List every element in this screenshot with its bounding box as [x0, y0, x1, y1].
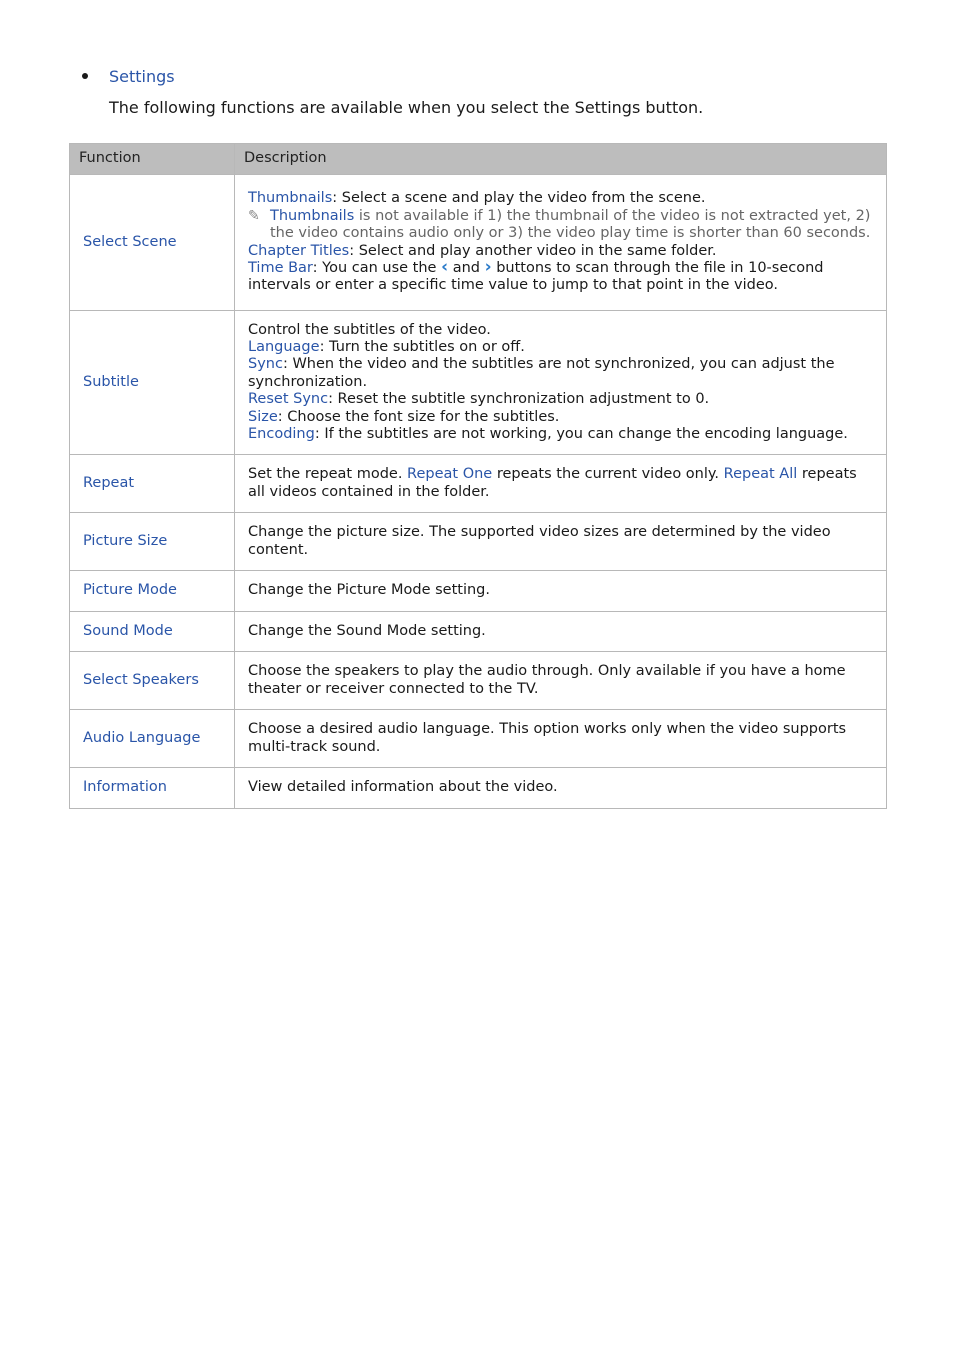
subtitle-line-1: Control the subtitles of the video. [248, 321, 491, 338]
section-intro: The following functions are available when you select the Settings button. [109, 98, 704, 117]
reset-sync-keyword: Reset Sync [248, 391, 329, 408]
function-name-picture-mode: Picture Mode [70, 571, 235, 612]
table-row-select-scene [70, 175, 887, 311]
function-name-select-speakers: Select Speakers [70, 652, 235, 710]
function-name-sound-mode: Sound Mode [70, 612, 235, 652]
description-select-scene [235, 175, 887, 311]
encoding-text: : If the subtitles are not working, you can change the encoding language. [314, 426, 848, 443]
function-name-subtitle: Subtitle [70, 311, 235, 455]
description-subtitle [235, 311, 887, 455]
thumbnails-keyword: Thumbnails [248, 190, 333, 207]
bullet-dot-icon [82, 73, 88, 79]
time-bar-and: and [448, 259, 485, 276]
description-picture-mode: Change the Picture Mode setting. [235, 571, 887, 612]
table-row-picture-size [70, 513, 887, 571]
description-select-speakers: Choose the speakers to play the audio through. Only available if you have a home theater or receiver connected to the TV. [235, 652, 887, 710]
table-row-subtitle [70, 311, 887, 455]
header-function: Function [70, 144, 235, 175]
repeat-text-2: repeats the current video only. [492, 466, 724, 483]
function-name-repeat: Repeat [70, 455, 235, 513]
language-text: : Turn the subtitles on or off. [319, 338, 525, 355]
note-body [270, 208, 876, 243]
description-sound-mode: Change the Sound Mode setting. [235, 612, 887, 652]
sync-keyword: Sync [248, 356, 283, 373]
note-text: is not available if 1) the thumbnail of the video is not extracted yet, 2) the video contains audio only or 3) the video play time is shorter than 60 seconds. [270, 207, 871, 242]
reset-sync-line [248, 391, 876, 408]
time-bar-keyword: Time Bar [248, 259, 313, 276]
time-bar-text-1: : You can use the [312, 259, 442, 276]
repeat-text-1: Set the repeat mode. [248, 466, 408, 483]
table-row-repeat [70, 455, 887, 513]
section-title: Settings [109, 66, 175, 86]
description-picture-size: Change the picture size. The supported video sizes are determined by the video content. [235, 513, 887, 571]
sync-line [248, 356, 876, 391]
thumbnails-text: : Select a scene and play the video from the scene. [332, 190, 706, 207]
time-bar-text-2: buttons to scan through the file in 10-second intervals or enter a specific time value to jump to that point in the video. [248, 259, 824, 294]
description-audio-language: Choose a desired audio language. This option works only when the video supports multi-track sound. [235, 710, 887, 768]
pencil-note-icon: ✎ [248, 207, 260, 224]
chapter-titles-keyword: Chapter Titles [248, 242, 350, 259]
chevron-left-icon: ‹ [441, 256, 449, 277]
repeat-one-keyword: Repeat One [407, 466, 493, 483]
table-row-select-speakers [70, 652, 887, 710]
encoding-keyword: Encoding [248, 426, 315, 443]
chapter-titles-text: : Select and play another video in the same folder. [349, 242, 717, 259]
thumbnails-line [248, 190, 876, 207]
repeat-all-keyword: Repeat All [723, 466, 798, 483]
note-keyword: Thumbnails [270, 207, 355, 224]
table-row-sound-mode [70, 612, 887, 652]
language-keyword: Language [248, 338, 320, 355]
function-name-select-scene: Select Scene [70, 175, 235, 311]
table-row-information [70, 768, 887, 809]
size-keyword: Size [248, 408, 278, 425]
size-text: : Choose the font size for the subtitles. [277, 408, 560, 425]
language-line [248, 339, 876, 356]
size-line [248, 409, 876, 426]
settings-bullet [82, 64, 175, 88]
sync-text: : When the video and the subtitles are not synchronized, you can adjust the synchronization. [248, 356, 835, 390]
table-row-audio-language [70, 710, 887, 768]
function-name-information: Information [70, 768, 235, 809]
description-repeat [235, 455, 887, 513]
description-information: View detailed information about the video. [235, 768, 887, 809]
function-name-picture-size: Picture Size [70, 513, 235, 571]
repeat-text-3: repeats all videos contained in the folder. [248, 466, 857, 500]
settings-function-table [69, 143, 887, 809]
thumbnails-note [248, 208, 876, 243]
table-row-picture-mode [70, 571, 887, 612]
function-name-audio-language: Audio Language [70, 710, 235, 768]
header-description: Description [235, 144, 887, 175]
chevron-right-icon: › [484, 256, 492, 277]
encoding-line [248, 426, 876, 443]
chapter-titles-line [248, 243, 876, 260]
table-header-row [70, 144, 887, 175]
time-bar-line [248, 256, 876, 295]
reset-sync-text: : Reset the subtitle synchronization adjustment to 0. [328, 391, 710, 408]
